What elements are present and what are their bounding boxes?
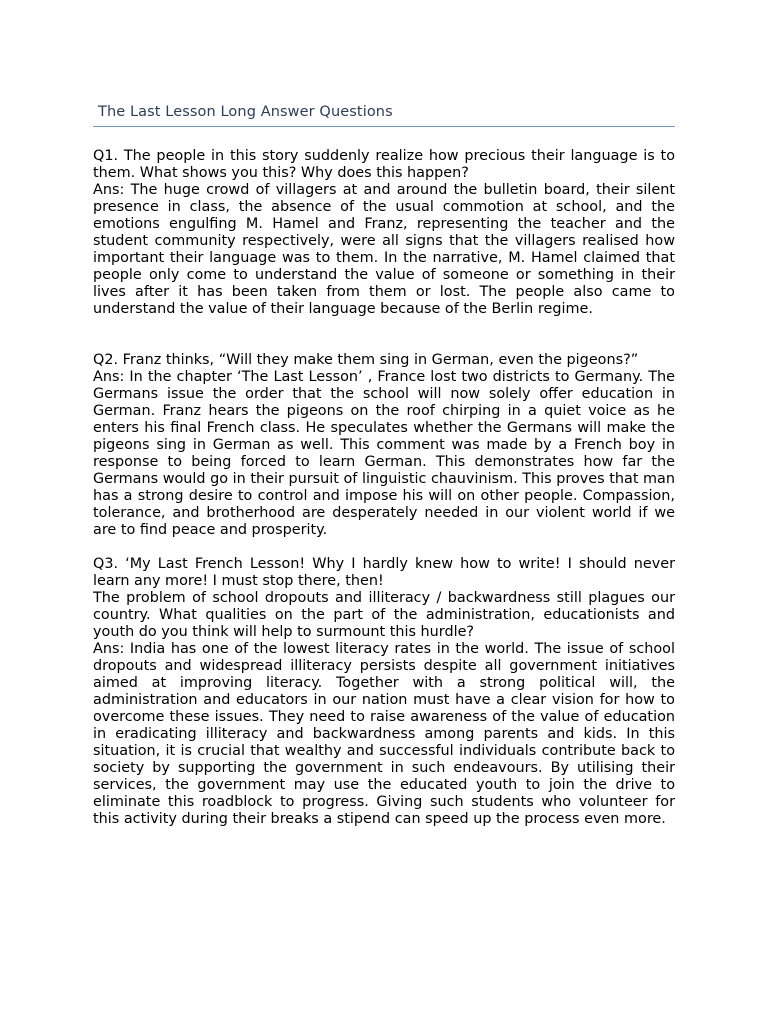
question-block-2 <box>93 352 675 539</box>
answer-3-text: Ans: India has one of the lowest literacy rates in the world. The issue of school dropouts and widespread illiteracy persists despite all government initiatives aimed at improving literacy. Together with a strong political will, the administration and educators in our nation must have a clear vision for how to overcome these issues. They need to raise awareness of the value of education in eradicating illiteracy and backwardness among parents and kids. In this situation, it is crucial that wealthy and successful individuals contribute back to society by supporting the government in such endeavours. By utilising their services, the government may use the educated youth to join the drive to eliminate this roadblock to progress. Giving such students who volunteer for this activity during their breaks a stipend can speed up the process even more. <box>93 641 675 827</box>
answer-1-text: Ans: The huge crowd of villagers at and around the bulletin board, their silent presence in class, the absence of the usual commotion at school, and the emotions engulfing M. Hamel and Franz, representing the teacher and the student community respectively, were all signs that the villagers realised how important their language was to them. In the narrative, M. Hamel claimed that people only come to understand the value of someone or something in their lives after it has been taken from them or lost. The people also came to understand the value of their language because of the Berlin regime. <box>93 182 675 317</box>
question-2-text: Q2. Franz thinks, “Will they make them sing in German, even the pigeons?” <box>93 352 639 368</box>
question-block-3 <box>93 556 675 828</box>
question-3-text: Q3. ‘My Last French Lesson! Why I hardly knew how to write! I should never learn any more! I must stop there, then! <box>93 556 675 589</box>
document-page <box>93 102 675 828</box>
question-3-prompt: The problem of school dropouts and illiteracy / backwardness still plagues our country. What qualities on the part of the administration, educationists and youth do you think will help to surmount this hurdle? <box>93 590 675 640</box>
question-1-text: Q1. The people in this story suddenly realize how precious their language is to them. What shows you this? Why does this happen? <box>93 148 675 181</box>
question-block-1 <box>93 148 675 318</box>
answer-2-text: Ans: In the chapter ‘The Last Lesson’ , France lost two districts to Germany. The Germans issue the order that the school will now solely offer education in German. Franz hears the pigeons on the roof chirping in a quiet voice as he enters his final French class. He speculates whether the Germans will make the pigeons sing in German as well. This comment was made by a French boy in response to being forced to learn German. This demonstrates how far the Germans would go in their pursuit of linguistic chauvinism. This proves that man has a strong desire to control and impose his will on other people. Compassion, tolerance, and brotherhood are desperately needed in our violent world if we are to find peace and prosperity. <box>93 369 675 538</box>
title-divider <box>93 126 675 127</box>
document-title: The Last Lesson Long Answer Questions <box>98 104 393 120</box>
